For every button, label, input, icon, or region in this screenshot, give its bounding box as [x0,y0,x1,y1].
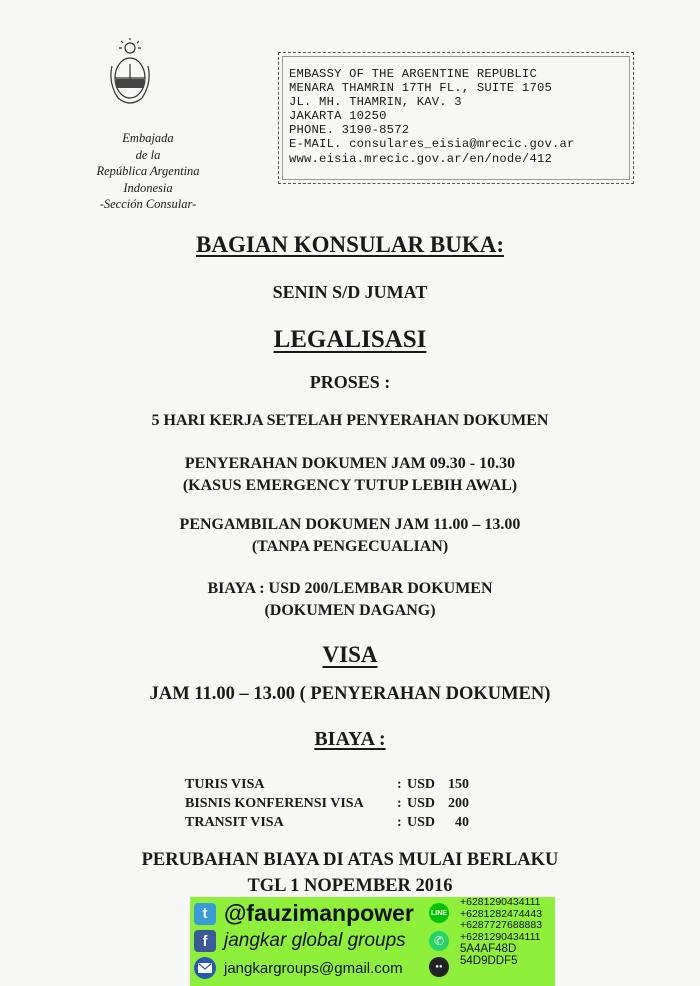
fee-label: TURIS VISA [185,777,265,792]
legalisasi-title: LEGALISASI [273,326,427,353]
address-line: EMBASSY OF THE ARGENTINE REPUBLIC [289,67,537,81]
phone-number: +6281290434111 [460,896,541,908]
address-line: JAKARTA 10250 [289,109,387,124]
legal-line: (KASUS EMERGENCY TUTUP LEBIH AWAL) [182,477,518,494]
fee-amount: 40 [455,815,469,830]
notice-line: TGL 1 NOPEMBER 2016 [247,876,453,896]
mail-icon [194,957,216,979]
caption-line: Indonesia [123,180,173,195]
biaya-title: BIAYA : [314,728,386,750]
bbm-icon: ●● [429,957,449,977]
facebook-icon: f [194,930,216,952]
caption-line: de la [135,147,161,162]
address-line: JL. MH. THAMRIN, KAV. 3 [289,95,462,110]
contact-banner [190,897,555,986]
caption-line: -Sección Consular- [99,197,197,211]
fee-amount: 150 [448,777,469,792]
embassy-caption [88,130,208,213]
address-email: E-MAIL. consulares_eisia@mrecic.gov.ar [289,137,575,152]
fee-label: TRANSIT VISA [185,815,284,830]
twitter-icon: t [194,903,216,925]
fee-colon: : [397,777,402,792]
notice-line: PERUBAHAN BIAYA DI ATAS MULAI BERLAKU [141,850,559,870]
caption-line: Embajada [122,131,174,145]
facebook-row [194,930,406,952]
whatsapp-icon: ✆ [429,931,449,951]
facebook-group[interactable]: jangkar global groups [224,930,406,951]
twitter-handle[interactable]: @fauzimanpower [224,900,414,926]
coat-of-arms-emblem [106,38,154,110]
address-box [278,52,634,184]
proses-label: PROSES : [309,372,391,392]
legal-line: PENYERAHAN DOKUMEN JAM 09.30 - 10.30 [184,455,516,472]
phone-list [460,897,555,967]
legal-line: PENGAMBILAN DOKUMEN JAM 11.00 – 13.00 [179,516,521,533]
legal-line: 5 HARI KERJA SETELAH PENYERAHAN DOKUMEN [151,412,549,429]
fee-colon: : [397,796,402,811]
visa-title: VISA [322,642,378,667]
fee-currency: USD [407,777,436,792]
address-line: MENARA THAMRIN 17TH FL., SUITE 1705 [289,81,552,96]
email-row [194,957,403,979]
visa-hours: JAM 11.00 – 13.00 ( PENYERAHAN DOKUMEN) [149,684,551,704]
caption-line: República Argentina [96,164,200,178]
legal-line: BIAYA : USD 200/LEMBAR DOKUMEN [207,580,493,597]
address-website: www.eisia.mrecic.gov.ar/en/node/412 [289,151,552,166]
legal-line: (DOKUMEN DAGANG) [264,602,436,619]
page-heading: BAGIAN KONSULAR BUKA: [196,232,504,257]
fee-currency: USD [407,815,436,830]
phone-number: +6281282474443 [460,907,543,920]
address-line: PHONE. 3190-8572 [289,123,410,138]
line-app-icon: LINE [429,903,449,923]
contact-email[interactable]: jangkargroups@gmail.com [224,959,403,977]
legal-line: (TANPA PENGECUALIAN) [251,538,449,555]
office-days: SENIN S/D JUMAT [272,282,428,302]
fee-colon: : [397,815,402,830]
fee-amount: 200 [448,796,469,811]
bbm-pin: 5A4AF48D [460,943,517,955]
phone-number: +6281290434111 [460,930,541,943]
phone-number: +6287727688883 [460,919,543,931]
fee-label: BISNIS KONFERENSI VISA [185,796,364,811]
fee-currency: USD [407,796,436,811]
bbm-pin: 54D9DDF5 [460,954,518,967]
twitter-row [194,900,414,927]
